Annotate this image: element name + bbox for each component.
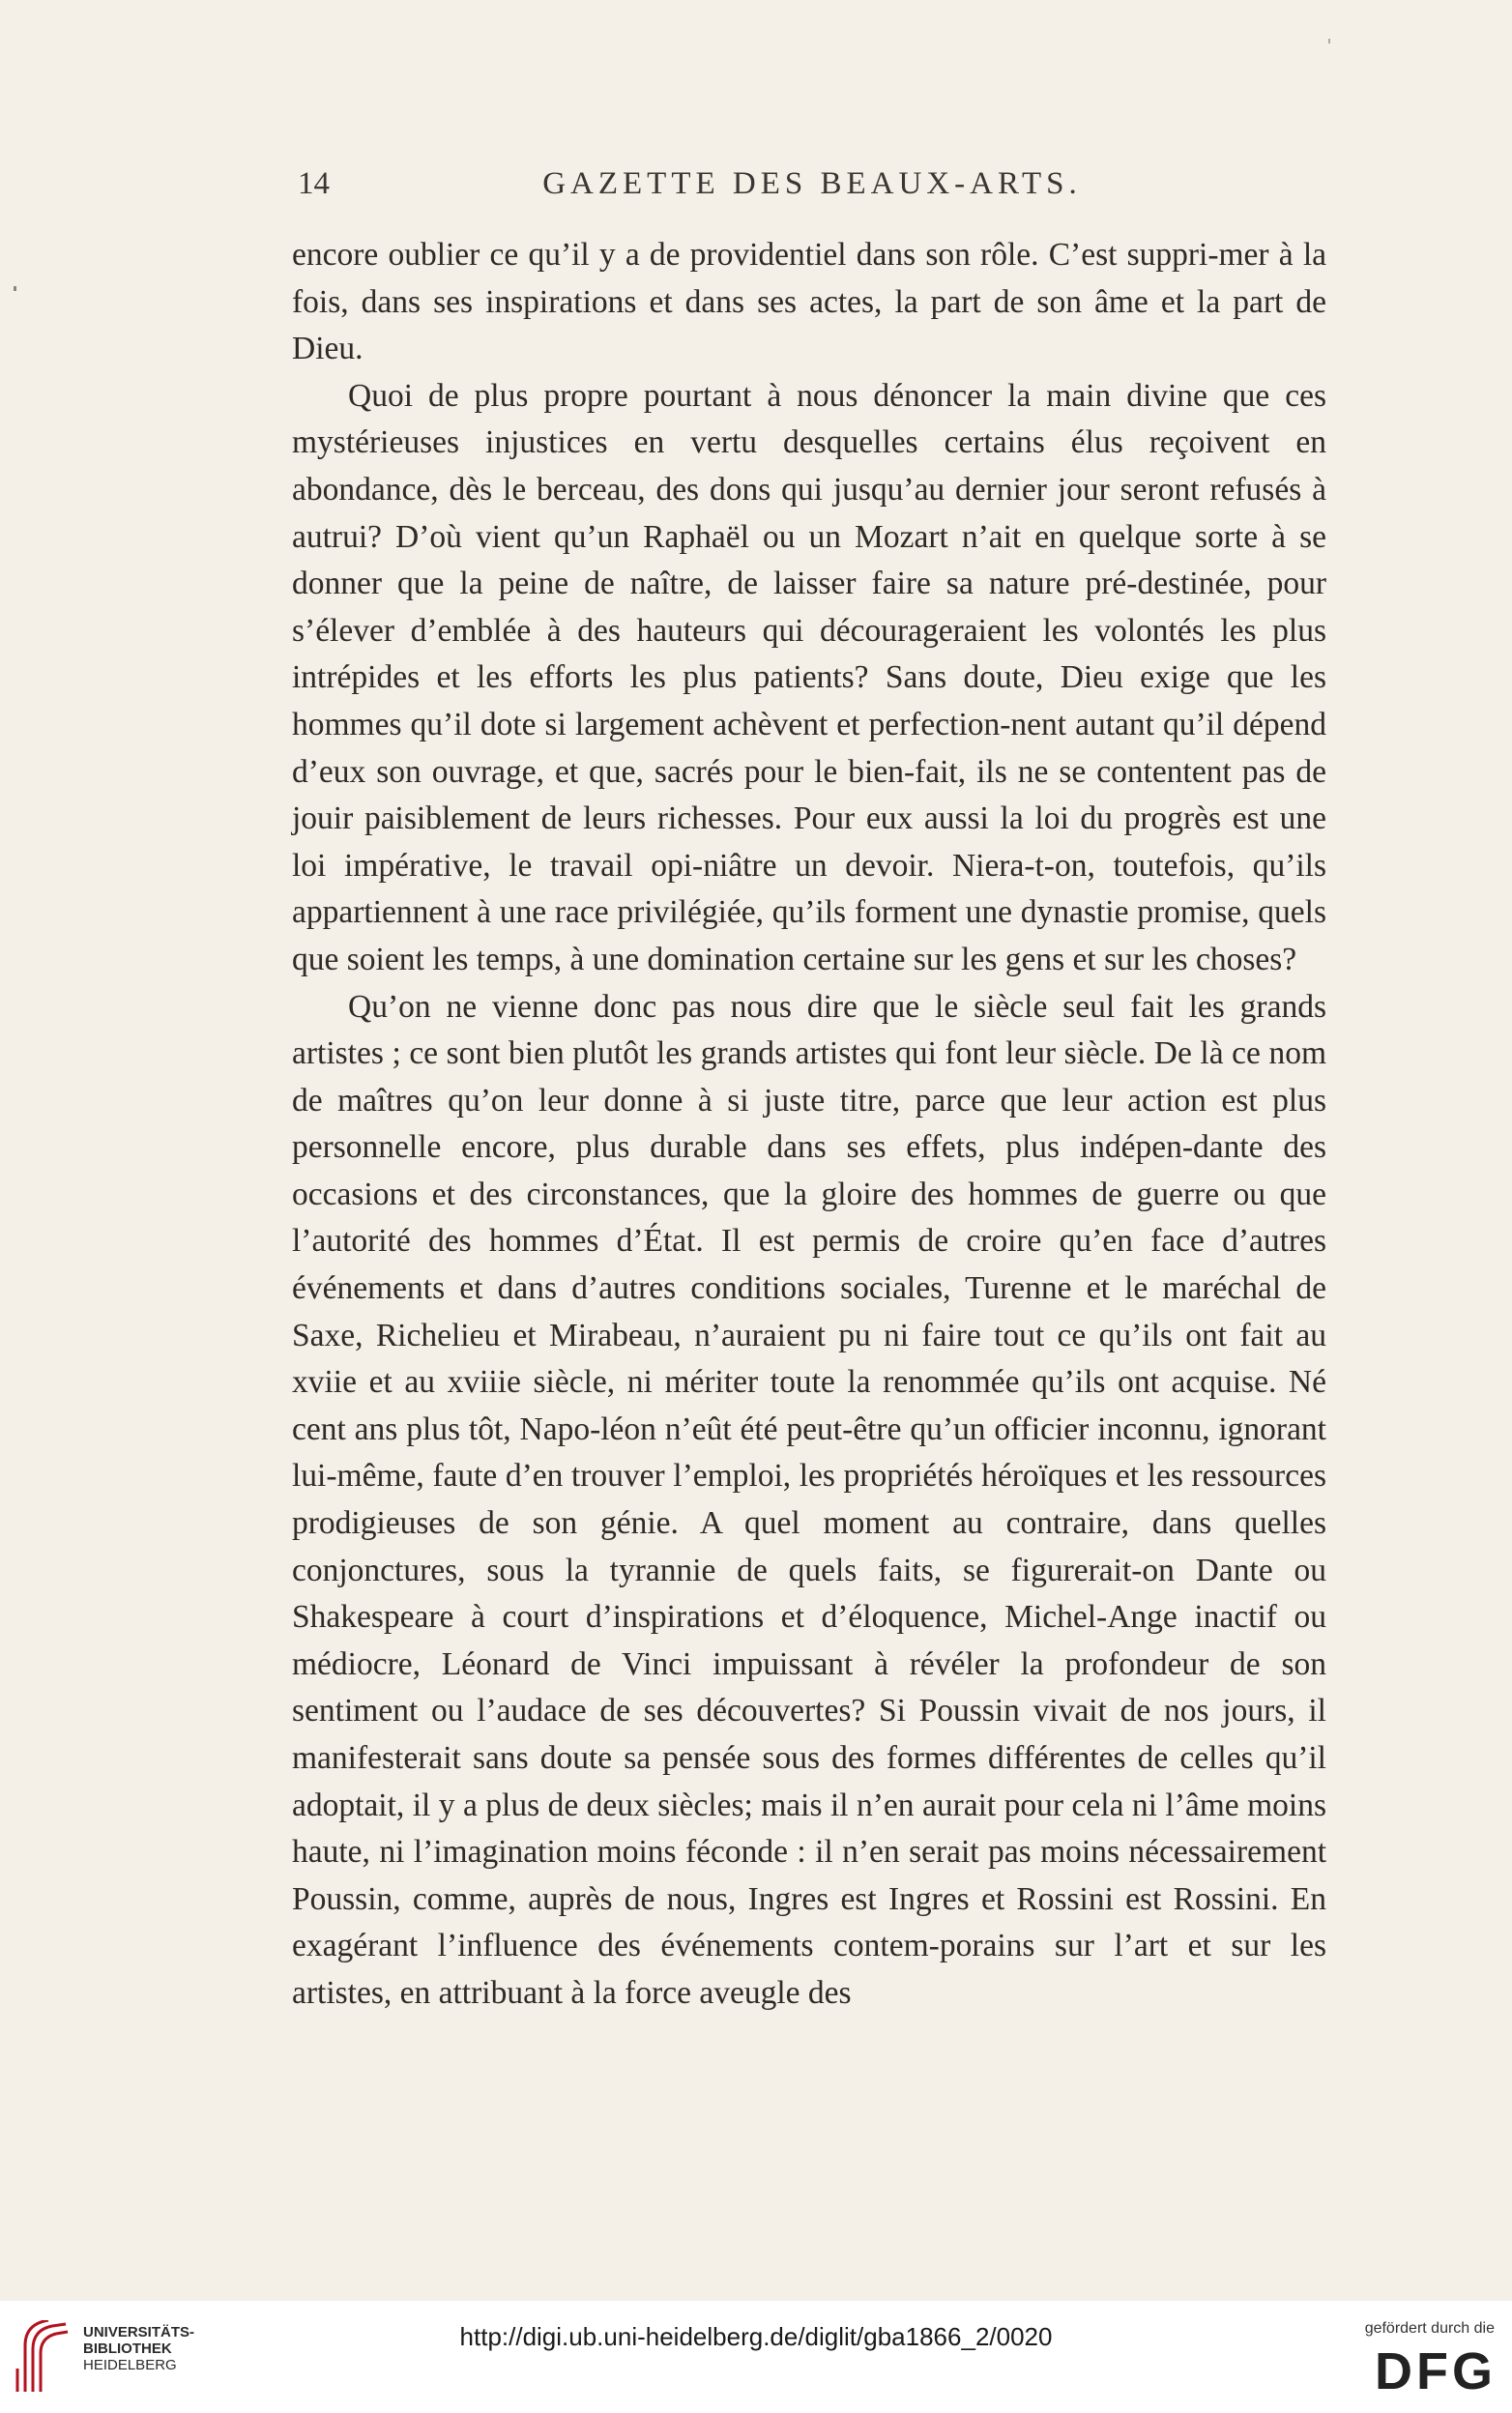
digitization-footer (0, 2301, 1512, 2413)
funding-note: gefördert durch die (1364, 2320, 1495, 2337)
scan-speck (14, 286, 16, 291)
paragraph: Quoi de plus propre pourtant à nous dénoncer la main divine que ces mystérieuses injustices en vertu desquelles certains élus reçoivent en abondance, dès le berceau, des dons qui jusqu’au dernier jour seront refusés à autrui? D’où vient qu’un Raphaël ou un Mozart n’ait en quelque sorte à se donner que la peine de naître, de laisser faire sa nature pré-destinée, pour s’élever d’emblée à des hauteurs qui décourageraient les volontés les plus intrépides et les efforts les plus patients? Sans doute, Dieu exige que les hommes qu’il dote si largement achèvent et perfection-nent autant qu’il dépend d’eux son ouvrage, et que, sacrés pour le bien-fait, ils ne se contentent pas de jouir paisiblement de leurs richesses. Pour eux aussi la loi du progrès est une loi impérative, le travail opi-niâtre un devoir. Niera-t-on, toutefois, qu’ils appartiennent à une race privilégiée, qu’ils forment une dynastie promise, quels que soient les temps, à une domination certaine sur les gens et sur les choses? (292, 377, 1326, 977)
scan-speck (1328, 39, 1330, 44)
running-head: GAZETTE DES BEAUX-ARTS. (542, 166, 1082, 201)
paragraph: Qu’on ne vienne donc pas nous dire que le siècle seul fait les grands artistes ; ce sont bien plutôt les grands artistes qui font leur siècle. De là ce nom de maîtres qu’on leur donne à si juste titre, parce que leur action est plus personnelle encore, plus durable dans ses effets, plus indépen-dante des occasions et des circonstances, que la gloire des hommes de guerre ou que l’autorité des hommes d’État. Il est permis de croire qu’en face d’autres événements et dans d’autres conditions sociales, Turenne et le maréchal de Saxe, Richelieu et Mirabeau, n’auraient pu ni faire tout ce qu’ils ont fait au xviie et au xviiie siècle, ni mériter toute la renommée qu’ils ont acquise. Né cent ans plus tôt, Napo-léon n’eût été peut-être qu’un officier inconnu, ignorant lui-même, faute d’en trouver l’emploi, les propriétés héroïques et les ressources prodigieuses de son génie. A quel moment au contraire, dans quelles conjonctures, sous la tyrannie de quels faits, se figurerait-on Dante ou Shakespeare à court d’inspirations et d’éloquence, Michel-Ange inactif ou médiocre, Léonard de Vinci impuissant à révéler la profondeur de son sentiment ou l’audace de ses découvertes? Si Poussin vivait de nos jours, il manifesterait sans doute sa pensée sous des formes différentes de celles qu’il adoptait, il y a plus de deux siècles; mais il n’en aurait pour cela ni l’âme moins haute, ni l’imagination moins féconde : il n’en serait pas moins nécessairement Poussin, comme, auprès de nous, Ingres est Ingres et Rossini est Rossini. En exagérant l’influence des événements contem-porains sur l’art et sur les artistes, en attribuant à la force aveugle des (292, 988, 1326, 2011)
page-number: 14 (298, 166, 330, 201)
dfg-logo: DFG (1375, 2342, 1497, 2400)
library-line: UNIVERSITÄTS- (83, 2324, 195, 2340)
page-header (290, 166, 1334, 215)
permalink-url[interactable]: http://digi.ub.uni-heidelberg.de/diglit/gba1866_2/0020 (459, 2322, 1053, 2351)
body-text (292, 232, 1326, 2018)
paragraph: encore oublier ce qu’il y a de providentiel dans son rôle. C’est suppri-mer à la fois, dans ses inspirations et dans ses actes, la part de son âme et la part de Dieu. (292, 237, 1326, 367)
library-line: HEIDELBERG (83, 2357, 177, 2373)
library-line: BIBLIOTHEK (83, 2340, 172, 2357)
